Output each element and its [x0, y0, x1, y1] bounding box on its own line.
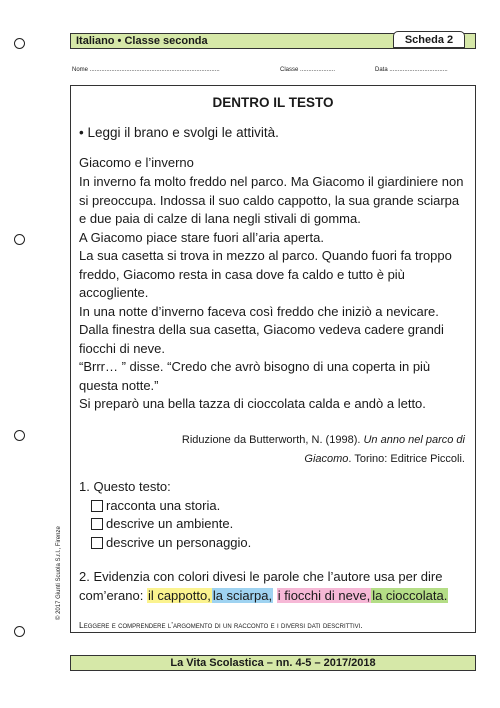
scheda-tab: Scheda 2	[393, 31, 465, 48]
page-title: DENTRO IL TESTO	[212, 95, 334, 110]
checkbox[interactable]	[91, 500, 103, 512]
binder-hole	[14, 626, 25, 637]
highlight-word: la sciarpa,	[212, 587, 273, 603]
story-text	[79, 173, 467, 414]
header-bar	[70, 33, 476, 49]
story-paragraph: In inverno fa molto freddo nel parco. Ma Giacomo il giardiniere non si preoccupa. Indossa il suo caldo cappotto, la sua grande sciarpa e due paia di calze di lana negli stivali di gomma.	[79, 174, 464, 226]
question-1-prompt: 1. Questo testo:	[79, 479, 171, 494]
question-2-words: com’erano: il cappotto, la sciarpa, i fiocchi di neve, la cioccolata.	[79, 587, 448, 603]
story-paragraph: Si preparò una bella tazza di cioccolata calda e andò a letto.	[79, 396, 426, 411]
checkbox[interactable]	[91, 537, 103, 549]
binder-hole	[14, 430, 25, 441]
option-row[interactable]	[79, 497, 467, 516]
option-label: descrive un ambiente.	[106, 516, 234, 531]
highlight-word: i fiocchi di neve,	[277, 587, 371, 603]
credit-line-2: Giacomo. Torino: Editrice Piccoli.	[304, 453, 465, 465]
story-paragraph: In una notte d’inverno faceva così freddo che iniziò a nevicare. Dalla finestra della sua casetta, Giacomo vedeva cadere grandi fiocchi di neve.	[79, 303, 444, 356]
binder-hole	[14, 234, 25, 245]
credit-line-1: Riduzione da Butterworth, N. (1998). Un anno nel parco di	[181, 434, 465, 446]
story-paragraph: “Brrr… ” disse. “Credo che avrò bisogno di una coperta in più questa notte.”	[79, 359, 431, 393]
option-label: descrive un personaggio.	[106, 534, 252, 550]
classe-field: Classe .....................	[280, 67, 336, 73]
highlight-word: la cioccolata.	[372, 587, 448, 603]
instruction: • Leggi il brano e svolgi le attività.	[79, 125, 279, 140]
option-row[interactable]	[79, 534, 467, 553]
option-row[interactable]	[79, 515, 467, 534]
story-paragraph: La sua casetta si trova in mezzo al parco. Quando fuori fa troppo freddo, Giacomo resta in casa dove fa caldo e tutto è più accogliente.	[79, 248, 452, 300]
data-field: Data ...................................	[375, 67, 448, 73]
nome-field: Nome ..............................................................................	[72, 67, 220, 73]
learning-objective: Leggere e comprendere l’argomento di un racconto e i diversi dati descrittivi.	[79, 620, 363, 630]
worksheet-box	[70, 85, 476, 633]
binder-hole	[14, 38, 25, 49]
story-paragraph: A Giacomo piace stare fuori all’aria aperta.	[79, 229, 324, 245]
subject-label: Italiano • Classe seconda	[76, 35, 208, 47]
footer-bar: La Vita Scolastica – nn. 4-5 – 2017/2018	[70, 655, 476, 671]
question-1	[79, 478, 467, 552]
question-2	[79, 568, 467, 605]
story-title: Giacomo e l’inverno	[79, 155, 194, 170]
option-label: racconta una storia.	[106, 497, 221, 513]
checkbox[interactable]	[91, 518, 103, 530]
question-2-prompt: 2. Evidenzia con colori divesi le parole che l’autore usa per dire	[79, 569, 443, 584]
highlight-word: il cappotto,	[147, 587, 211, 603]
copyright-note: © 2017 Giunti Scuola S.r.l., Firenze	[56, 526, 62, 620]
